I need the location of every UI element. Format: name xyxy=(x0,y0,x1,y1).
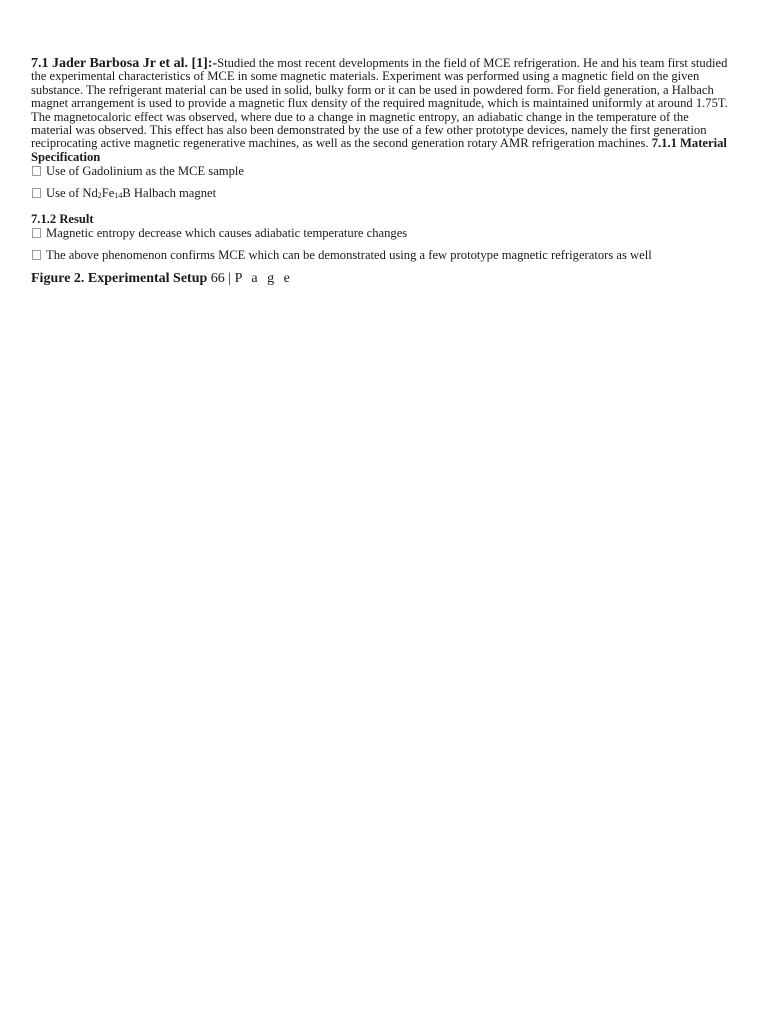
material-item-magnet: Use of Nd2Fe14B Halbach magnet xyxy=(46,186,217,201)
section-body: Studied the most recent developments in the field of MCE refrigeration. He and his team first studied the experimental characteristics of MCE in some magnetic materials. Experiment was performed using a magnetic field on the given substance. The refrigerant material can be used in solid, bulky form or it can be used in powdered form. For field generation, a Halbach magnet arrangement is used to provide a magnetic flux density of the required magnitude, which is maintained uniformly at around 1.75T. The magnetocaloric effect was observed, where due to a change in magnetic entropy, an adiabatic change in the temperature of the material was observed. This effect has also been demonstrated by the use of a few other prototype devices, namely the first generation reciprocating active magnetic regenerative machines, as well as the second generation rotary AMR refrigeration machines. xyxy=(31,56,728,151)
list-item xyxy=(31,248,731,262)
figure-caption-line xyxy=(31,271,731,287)
page-word: P a g e xyxy=(234,271,293,287)
page-number: 66 xyxy=(210,271,225,287)
checkbox-glyph-icon xyxy=(32,166,41,176)
document-page xyxy=(31,57,731,287)
list-item xyxy=(31,226,731,240)
checkbox-glyph-icon xyxy=(32,250,41,260)
result-item-entropy: Magnetic entropy decrease which causes adiabatic temperature changes xyxy=(46,226,408,241)
checkbox-glyph-icon xyxy=(32,188,41,198)
figure-caption: Figure 2. Experimental Setup xyxy=(31,271,208,287)
section-paragraph xyxy=(31,57,731,164)
checkbox-glyph-icon xyxy=(32,228,41,238)
list-item xyxy=(31,186,731,203)
result-item-phenomenon: The above phenomenon confirms MCE which can be demonstrated using a few prototype magnetic refrigerators as well xyxy=(46,248,652,263)
list-item xyxy=(31,164,731,178)
material-spec-heading: 7.1.1 Material Specification xyxy=(31,136,727,164)
result-heading: 7.1.2 Result xyxy=(31,212,94,227)
page-separator: | xyxy=(228,271,232,287)
material-item-gadolinium: Use of Gadolinium as the MCE sample xyxy=(46,164,244,179)
section-heading: 7.1 Jader Barbosa Jr et al. [1]:- xyxy=(31,56,218,71)
